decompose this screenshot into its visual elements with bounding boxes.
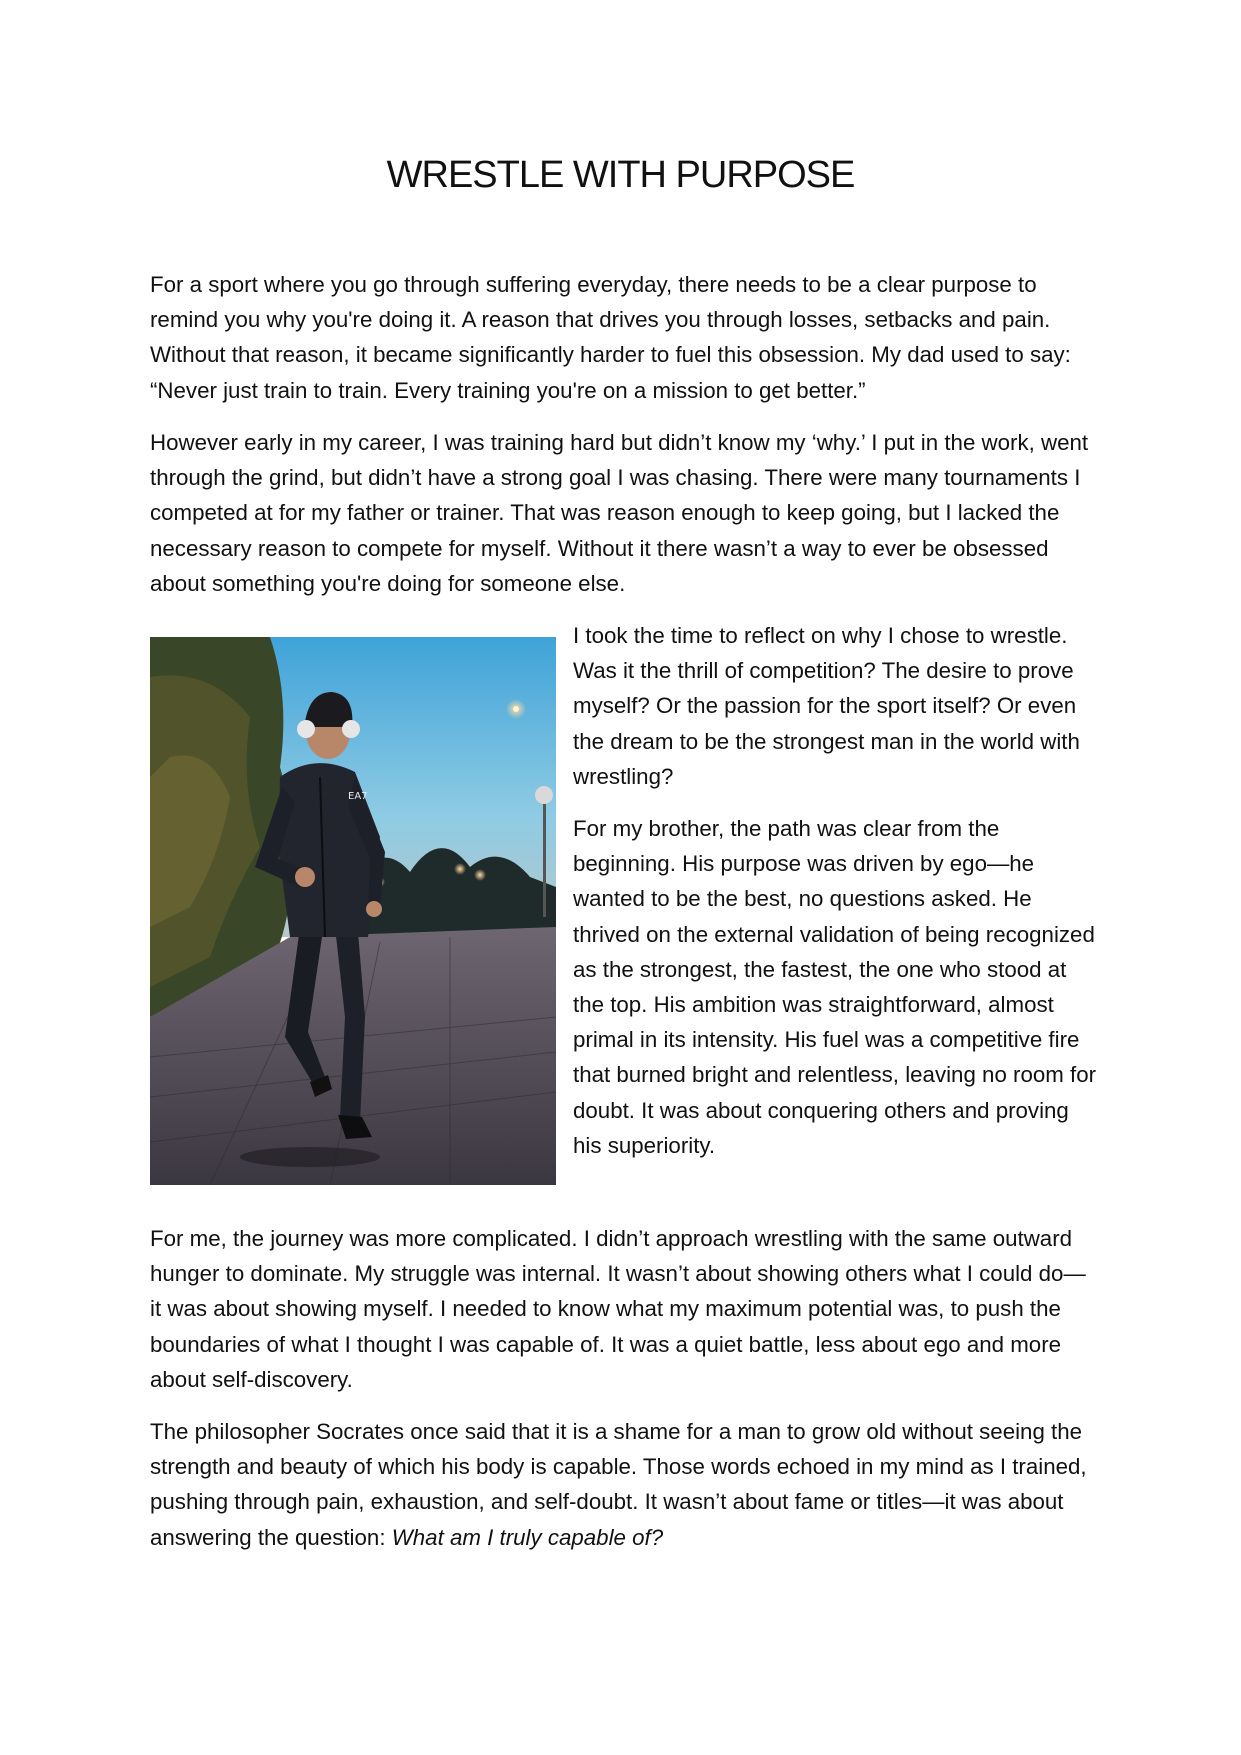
- paragraph-reflection: I took the time to reflect on why I chose to wrestle. Was it the thrill of competition? The desire to prove myself? Or the passion for the sport itself? Or even the dream to be the strongest man in the world with wrestling?: [573, 623, 1080, 789]
- page-title: WRESTLE WITH PURPOSE: [386, 154, 855, 196]
- paragraph-socrates-question: What am I truly capable of?: [391, 1524, 664, 1550]
- runner-photo: [150, 637, 556, 1185]
- paragraph-purpose-intro: For a sport where you go through suffering everyday, there needs to be a clear purpose to remind you why you're doing it. A reason that drives you through losses, setbacks and pain. Without that reason, it became significantly harder to fuel this obsession. My dad used to say: “Never just train to train. Every training you're on a mission to get better.”: [150, 272, 1071, 403]
- paragraph-early-career: However early in my career, I was training hard but didn’t know my ‘why.’ I put in the work, went through the grind, but didn’t have a strong goal I was chasing. There were many tournaments I competed at for my father or trainer. That was reason enough to keep going, but I lacked the necessary reason to compete for myself. Without it there wasn’t a way to ever be obsessed about something you're doing for someone else.: [150, 430, 1089, 596]
- jacket-logo: EA7: [348, 791, 368, 802]
- paragraph-brother: For my brother, the path was clear from the beginning. His purpose was driven by ego—he wanted to be the best, no questions asked. He thrived on the external validation of being recognized as the strongest, the fastest, the one who stood at the top. His ambition was straightforward, almost primal in its intensity. His fuel was a competitive fire that burned bright and relentless, leaving no room for doubt. It was about conquering others and proving his superiority.: [573, 816, 1097, 1158]
- paragraph-socrates: [150, 1414, 1090, 1555]
- paragraph-my-journey: For me, the journey was more complicated. I didn’t approach wrestling with the same outward hunger to dominate. My struggle was internal. It wasn’t about showing others what I could do—it was about showing myself. I needed to know what my maximum potential was, to push the boundaries of what I thought I was capable of. It was a quiet battle, less about ego and more about self-discovery.: [150, 1226, 1086, 1392]
- paragraph-socrates-text: The philosopher Socrates once said that it is a shame for a man to grow old without seeing the strength and beauty of which his body is capable. Those words echoed in my mind as I trained, pushing through pain, exhaustion, and self-doubt. It wasn’t about fame or titles—it was about answering the question:: [150, 1419, 1087, 1550]
